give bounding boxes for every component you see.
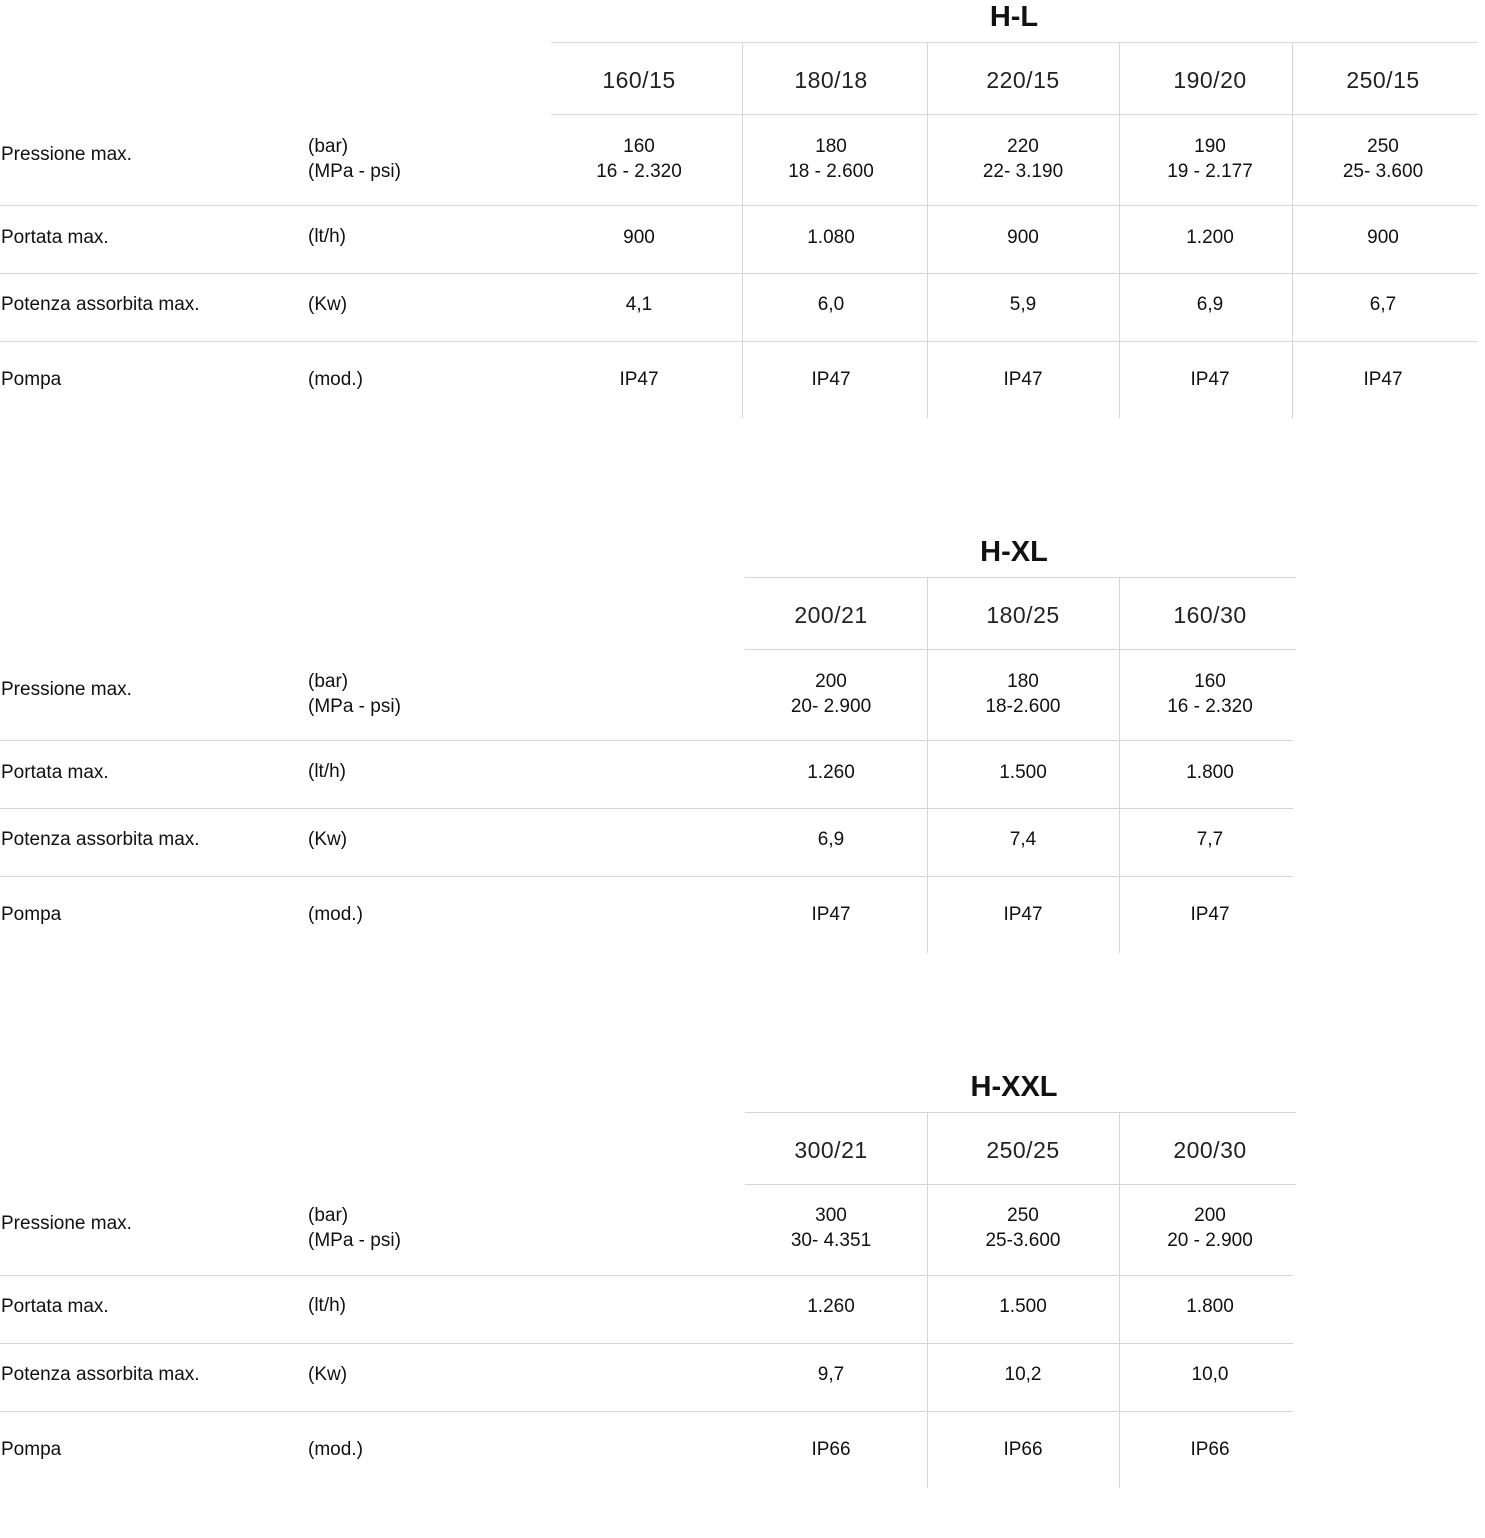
column-divider [1119,1112,1120,1488]
value-cell: IP47 [619,369,659,390]
value-cell: IP47 [811,904,851,925]
unit-line: (MPa - psi) [308,696,401,717]
value-cell [943,669,1103,719]
unit-label: (mod.) [308,904,363,925]
row-label-potenza: Potenza assorbita max. [1,1364,200,1385]
value-cell: IP47 [1363,369,1403,390]
row-divider [0,876,1293,877]
unit-label [308,669,401,719]
value-cell: IP66 [1003,1439,1043,1460]
row-divider [0,1411,1293,1412]
header-bottom-rule [745,649,1296,650]
model-header: 200/30 [1173,1137,1247,1163]
model-header: 300/21 [794,1137,868,1163]
value-line: 200 [1194,1205,1226,1226]
value-cell [943,1203,1103,1253]
spec-table-h-xxl [0,1070,1485,1490]
column-divider [1119,577,1120,953]
value-cell: 10,0 [1191,1364,1229,1385]
model-header: 250/15 [1346,67,1420,93]
row-label-pompa: Pompa [1,1439,62,1460]
column-divider [1119,42,1120,418]
value-cell: 10,2 [1004,1364,1042,1385]
value-cell: 1.800 [1186,1296,1234,1317]
value-line: 300 [815,1205,847,1226]
value-cell: 6,0 [817,294,845,315]
row-label-pressione: Pressione max. [1,144,132,165]
value-cell: 5,9 [1009,294,1037,315]
value-cell: 4,1 [625,294,653,315]
row-label-pompa: Pompa [1,904,62,925]
unit-line: (bar) [308,136,349,157]
value-cell [1303,134,1463,184]
column-divider [927,1112,928,1488]
value-line: 19 - 2.177 [1167,161,1253,182]
value-cell [751,1203,911,1253]
row-label-pompa: Pompa [1,369,62,390]
header-top-rule [551,42,1478,43]
unit-label: (Kw) [308,1364,348,1385]
unit-line: (bar) [308,671,349,692]
value-cell [559,134,719,184]
value-line: 18-2.600 [985,696,1061,717]
header-top-rule [745,577,1296,578]
value-cell: 1.200 [1186,227,1234,248]
row-label-potenza: Potenza assorbita max. [1,294,200,315]
row-divider [0,1343,1293,1344]
row-divider [0,205,1478,206]
value-cell: 900 [1007,227,1039,248]
model-header: 160/15 [602,67,676,93]
spec-table-h-l [0,0,1485,420]
value-cell: 9,7 [817,1364,845,1385]
column-divider [927,42,928,418]
model-header: 220/15 [986,67,1060,93]
unit-label: (Kw) [308,829,348,850]
value-cell: IP66 [1190,1439,1230,1460]
value-cell: 1.080 [807,227,855,248]
value-cell [751,669,911,719]
model-header: 190/20 [1173,67,1247,93]
row-divider [0,808,1293,809]
value-cell [751,134,911,184]
value-line: 250 [1367,136,1399,157]
value-cell: 7,4 [1009,829,1037,850]
value-line: 220 [1007,136,1039,157]
column-divider [742,42,743,418]
value-cell [1130,669,1290,719]
value-cell: IP47 [1190,369,1230,390]
model-header: 250/25 [986,1137,1060,1163]
row-divider [0,740,1293,741]
unit-label: (mod.) [308,1439,363,1460]
value-cell: 1.260 [807,762,855,783]
unit-label: (lt/h) [308,226,346,247]
model-header: 200/21 [794,602,868,628]
value-cell [943,134,1103,184]
value-cell: 900 [1367,227,1399,248]
value-cell: IP47 [1003,904,1043,925]
spec-table-h-xl [0,535,1485,955]
column-divider [927,577,928,953]
value-cell: 1.260 [807,1296,855,1317]
value-cell: IP47 [811,369,851,390]
row-label-portata: Portata max. [1,1296,109,1317]
unit-label: (Kw) [308,294,348,315]
value-cell: 6,7 [1369,294,1397,315]
unit-label: (lt/h) [308,1295,346,1316]
value-line: 180 [1007,671,1039,692]
header-bottom-rule [745,1184,1296,1185]
value-line: 25- 3.600 [1342,161,1424,182]
row-divider [0,273,1478,274]
row-label-potenza: Potenza assorbita max. [1,829,200,850]
table-title: H-L [989,1,1039,33]
unit-label [308,134,401,184]
unit-line: (MPa - psi) [308,1230,401,1251]
value-cell: IP47 [1190,904,1230,925]
row-divider [0,341,1478,342]
value-line: 30- 4.351 [790,1230,872,1251]
value-cell: 1.800 [1186,762,1234,783]
value-line: 25-3.600 [985,1230,1061,1251]
unit-label: (mod.) [308,369,363,390]
value-cell: 900 [623,227,655,248]
unit-label [308,1203,401,1253]
table-title: H-XL [980,536,1048,568]
header-bottom-rule [551,114,1478,115]
table-title: H-XXL [970,1071,1058,1103]
model-header: 160/30 [1173,602,1247,628]
value-line: 180 [815,136,847,157]
value-cell [1130,1203,1290,1253]
column-divider [1292,42,1293,418]
value-line: 190 [1194,136,1226,157]
row-label-pressione: Pressione max. [1,1213,132,1234]
unit-line: (MPa - psi) [308,161,401,182]
value-line: 16 - 2.320 [596,161,682,182]
value-line: 160 [623,136,655,157]
value-line: 22- 3.190 [982,161,1064,182]
value-cell: 1.500 [999,762,1047,783]
value-line: 16 - 2.320 [1167,696,1253,717]
header-top-rule [745,1112,1296,1113]
value-cell [1130,134,1290,184]
row-label-portata: Portata max. [1,227,109,248]
value-line: 18 - 2.600 [788,161,874,182]
model-header: 180/18 [794,67,868,93]
value-line: 160 [1194,671,1226,692]
unit-line: (bar) [308,1205,349,1226]
value-cell: 6,9 [817,829,845,850]
value-cell: 7,7 [1196,829,1224,850]
unit-label: (lt/h) [308,761,346,782]
row-divider [0,1275,1293,1276]
row-label-portata: Portata max. [1,762,109,783]
value-line: 20- 2.900 [790,696,872,717]
value-line: 200 [815,671,847,692]
value-line: 250 [1007,1205,1039,1226]
value-cell: 1.500 [999,1296,1047,1317]
value-cell: IP66 [811,1439,851,1460]
row-label-pressione: Pressione max. [1,679,132,700]
value-cell: 6,9 [1196,294,1224,315]
model-header: 180/25 [986,602,1060,628]
value-line: 20 - 2.900 [1167,1230,1253,1251]
value-cell: IP47 [1003,369,1043,390]
